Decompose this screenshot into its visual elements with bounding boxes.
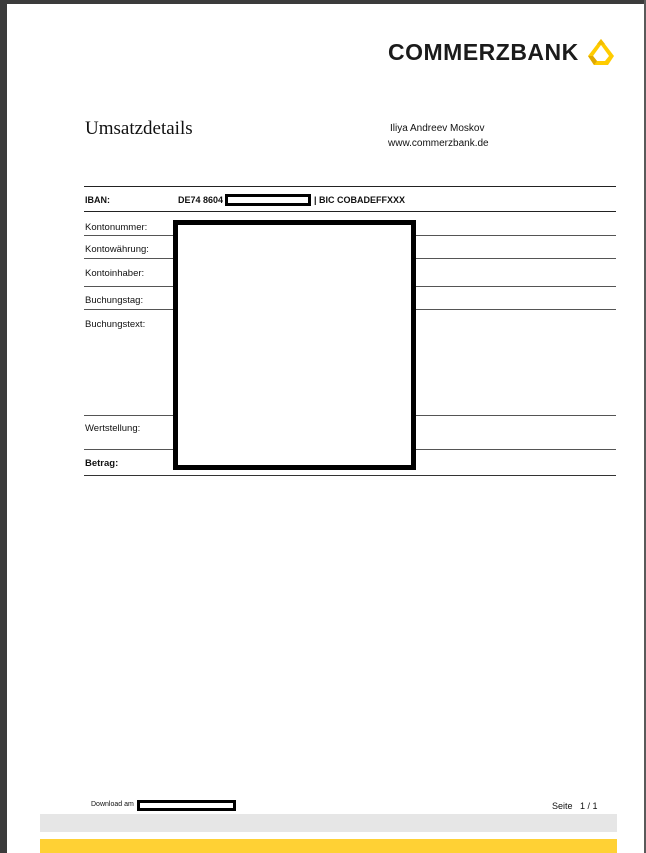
- iban-label: IBAN:: [85, 195, 110, 205]
- buchungstext-label: Buchungstext:: [85, 319, 146, 330]
- kontoinhaber-label: Kontoinhaber:: [85, 268, 145, 279]
- bank-name: COMMERZBANK: [388, 38, 579, 65]
- page-border-left: [0, 0, 7, 853]
- bank-website: www.commerzbank.de: [388, 138, 489, 149]
- commerzbank-ribbon-icon: [585, 36, 617, 68]
- redaction-box: [173, 220, 416, 470]
- footer-gray-band: [40, 814, 617, 832]
- page-border-top: [0, 0, 646, 4]
- page-label: Seite: [552, 801, 573, 811]
- iban-value: DE74 8604: [178, 195, 224, 205]
- divider: [84, 186, 616, 187]
- redaction-box: [137, 800, 236, 811]
- kontonummer-label: Kontonummer:: [85, 222, 148, 233]
- footer-brand-band: [40, 839, 617, 853]
- account-owner-name: Iliya Andreev Moskov: [390, 123, 485, 134]
- divider: [84, 211, 616, 212]
- download-label: Download am: [91, 801, 134, 808]
- bic-value: | BIC COBADEFFXXX: [314, 195, 406, 205]
- redaction-box: [225, 194, 311, 206]
- wertstellung-label: Wertstellung:: [85, 423, 141, 434]
- kontowaehrung-label: Kontowährung:: [85, 244, 149, 255]
- page-number: 1 / 1: [580, 801, 598, 811]
- divider: [84, 475, 616, 476]
- betrag-label: Betrag:: [85, 458, 119, 469]
- bank-logo: [388, 36, 617, 68]
- buchungstag-label: Buchungstag:: [85, 295, 144, 306]
- page-title: Umsatzdetails: [85, 118, 193, 139]
